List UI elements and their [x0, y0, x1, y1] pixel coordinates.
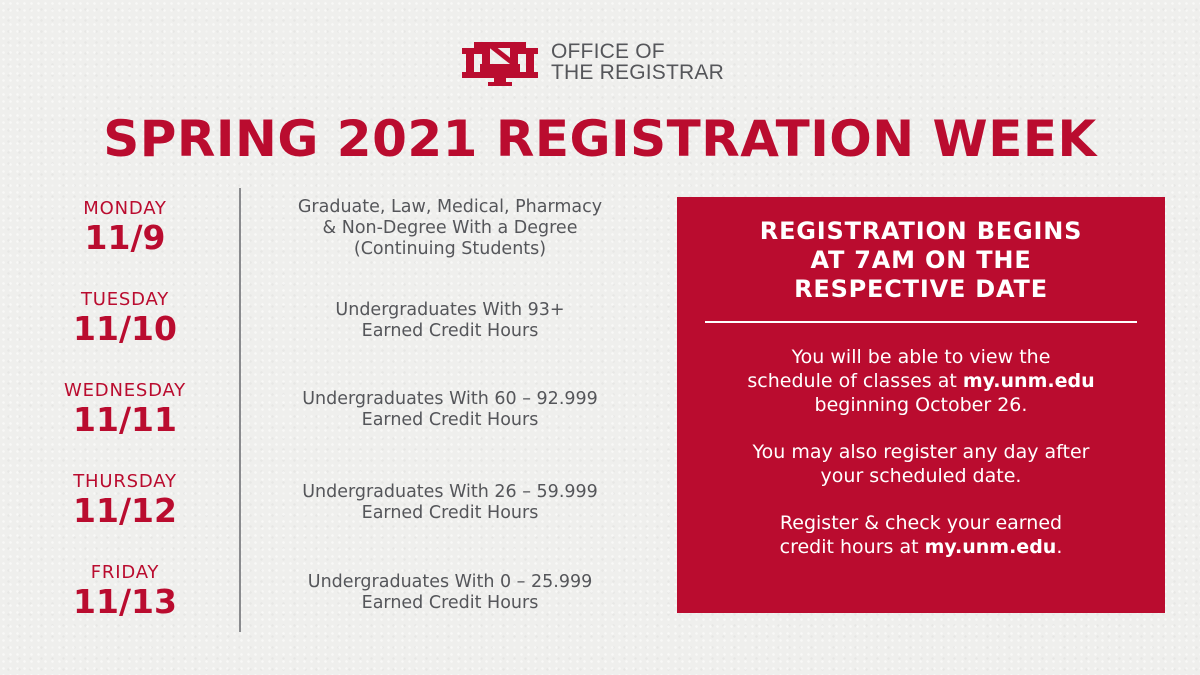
day-date: 11/12 [73, 491, 177, 530]
eligibility-line: Undergraduates With 26 – 59.999 [302, 482, 598, 502]
registration-info-panel [677, 197, 1165, 613]
myunm-link: my.unm.edu [924, 536, 1057, 558]
day-name: THURSDAY [73, 471, 177, 492]
day-label-tuesday [40, 290, 210, 348]
info-text-line: Register & check your earned [779, 512, 1063, 534]
eligibility-line: Earned Credit Hours [361, 410, 539, 430]
column-divider [239, 188, 241, 632]
info-check-hours-paragraph [677, 511, 1165, 559]
info-divider [705, 321, 1137, 323]
info-text: . [1056, 536, 1063, 558]
day-label-wednesday [40, 381, 210, 439]
page-title: SPRING 2021 REGISTRATION WEEK [103, 110, 1097, 168]
eligibility-monday [250, 197, 650, 260]
eligibility-wednesday [250, 389, 650, 431]
info-text-line: You may also register any day after [752, 441, 1090, 463]
eligibility-line: Graduate, Law, Medical, Pharmacy [297, 197, 603, 217]
info-heading-line: RESPECTIVE DATE [794, 275, 1048, 303]
info-heading-line: AT 7AM ON THE [810, 246, 1032, 274]
eligibility-tuesday [250, 300, 650, 342]
day-name: WEDNESDAY [64, 380, 186, 401]
office-title-line2: THE REGISTRAR [551, 61, 724, 84]
info-text-line [677, 369, 1165, 393]
eligibility-line: Undergraduates With 60 – 92.999 [302, 389, 598, 409]
eligibility-line: Undergraduates With 93+ [335, 300, 565, 320]
eligibility-thursday [250, 482, 650, 524]
info-text: credit hours at [779, 536, 925, 558]
eligibility-line: Earned Credit Hours [361, 593, 539, 613]
info-text-line: beginning October 26. [814, 394, 1028, 416]
eligibility-line: & Non-Degree With a Degree [322, 218, 578, 238]
header [0, 38, 1200, 88]
info-text: schedule of classes at [747, 370, 963, 392]
day-label-friday [40, 563, 210, 621]
day-date: 11/9 [84, 218, 166, 257]
day-date: 11/13 [73, 582, 177, 621]
day-label-thursday [40, 472, 210, 530]
info-heading [677, 217, 1165, 304]
info-heading-line: REGISTRATION BEGINS [759, 217, 1083, 245]
info-text-line: your scheduled date. [820, 465, 1022, 487]
eligibility-line: Undergraduates With 0 – 25.999 [307, 572, 593, 592]
eligibility-friday [250, 572, 650, 614]
eligibility-line: Earned Credit Hours [361, 503, 539, 523]
day-date: 11/10 [73, 309, 177, 348]
info-text-line: You will be able to view the [791, 346, 1051, 368]
day-name: FRIDAY [90, 562, 160, 583]
day-label-monday [40, 199, 210, 257]
info-late-registration-paragraph [677, 440, 1165, 488]
eligibility-line: (Continuing Students) [353, 239, 547, 259]
office-title-line1: OFFICE OF [551, 40, 665, 63]
unm-logo [460, 40, 540, 88]
info-text-line [677, 535, 1165, 559]
day-date: 11/11 [73, 400, 177, 439]
info-schedule-paragraph [677, 345, 1165, 417]
day-name: TUESDAY [80, 289, 170, 310]
day-name: MONDAY [83, 198, 167, 219]
eligibility-line: Earned Credit Hours [361, 321, 539, 341]
myunm-link: my.unm.edu [962, 370, 1095, 392]
